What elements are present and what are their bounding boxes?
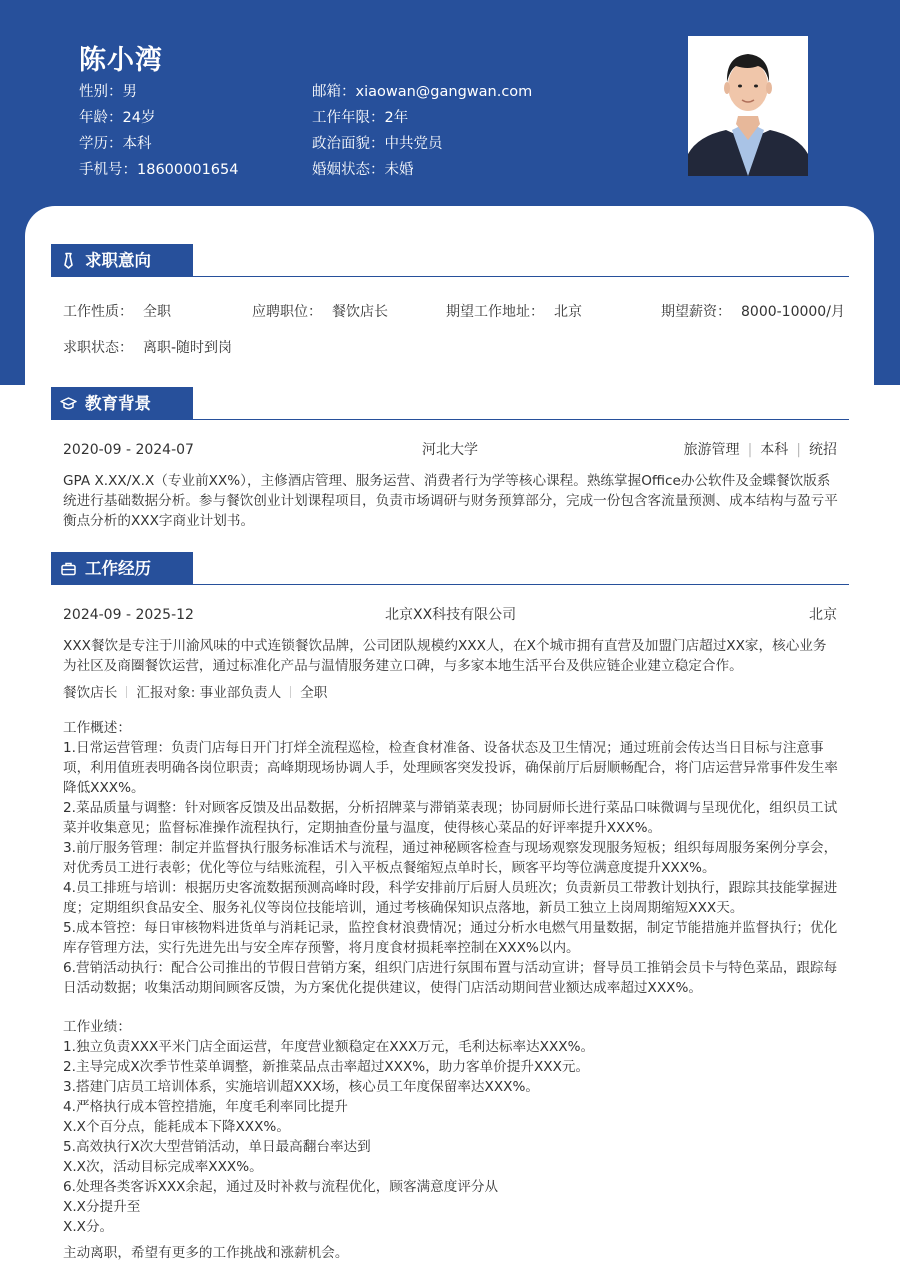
tag-divider bbox=[290, 686, 291, 698]
overview-item: 1.日常运营管理：负责门店每日开门打烊全流程巡检，检查食材准备、设备状态及卫生情况；通过班前会传达当日目标与注意事项，利用值班表明确各岗位职责；高峰期现场协调人手，处理顾客突发投诉，确保前厅后厨顺畅配合，将门店运营异常事件发生率降低XXX%。 bbox=[63, 740, 838, 796]
achievement-item: X.X个百分点，能耗成本下降XXX%。 bbox=[63, 1119, 290, 1135]
leave-reason: 主动离职，希望有更多的工作挑战和涨薪机会。 bbox=[63, 1245, 349, 1261]
overview-item: 6.营销活动执行：配合公司推出的节假日营销方案，组织门店进行氛围布置与活动宣讲；督导员工推销会员卡与特色菜品，跟踪每日活动数据；收集活动期间顾客反馈，为方案优化提供建议，使得门店活动期间营业额达成率超过XXX%。 bbox=[63, 960, 838, 996]
education-level: 学历：本科 bbox=[79, 136, 152, 152]
achievement-item: X.X分。 bbox=[63, 1219, 114, 1235]
work-years: 工作年限：2年 bbox=[312, 110, 409, 126]
achievement-item: 1.独立负责XXX平米门店全面运营，年度营业额稳定在XXX万元，毛利达标率达XXX%。 bbox=[63, 1039, 595, 1055]
section-education-title: 教育背景 bbox=[85, 394, 151, 413]
job-location bbox=[446, 302, 582, 322]
work-overview bbox=[63, 718, 839, 998]
work-achievements bbox=[63, 1017, 839, 1237]
job-salary-value: 8000-10000/月 bbox=[741, 304, 845, 320]
avatar-illustration bbox=[688, 36, 808, 176]
job-nature bbox=[63, 302, 171, 322]
work-tags bbox=[63, 683, 327, 703]
work-tag-title: 餐饮店长 bbox=[63, 685, 118, 701]
section-job-intent bbox=[51, 244, 849, 277]
profile-photo bbox=[688, 36, 808, 176]
section-work-tab bbox=[51, 552, 193, 585]
separator: | bbox=[747, 442, 753, 458]
separator: | bbox=[796, 442, 801, 458]
overview-item: 3.前厅服务管理：制定并监督执行服务标准话术与流程，通过神秘顾客检查与现场观察发现服务短板；组织每周服务案例分享会，对优秀员工进行表彰；优化等位与结账流程，引入平板点餐缩短点单时长，顾客平均等位满意度提升XXX%。 bbox=[63, 840, 838, 876]
work-tag-report: 汇报对象: 事业部负责人 bbox=[136, 685, 282, 701]
overview-item: 5.成本管控：每日审核物料进货单与消耗记录，监控食材浪费情况；通过分析水电燃气用量数据，制定节能措施并监督执行；优化库存管理方法，实行先进先出与安全库存预警，将月度食材损耗率控制在XXX%以内。 bbox=[63, 920, 838, 956]
education-school: 河北大学 bbox=[422, 442, 478, 458]
achievement-item: 3.搭建门店员工培训体系，实施培训超XXX场，核心员工年度保留率达XXX%。 bbox=[63, 1079, 539, 1095]
work-achievements-title: 工作业绩： bbox=[63, 1019, 131, 1035]
marital-status: 婚姻状态：未婚 bbox=[312, 162, 414, 178]
age: 年龄：24岁 bbox=[79, 110, 156, 126]
company-intro: XXX餐饮是专注于川渝风味的中式连锁餐饮品牌，公司团队规模约XXX人，在X个城市拥有直营及加盟门店超过XX家，核心业务为社区及商圈餐饮运营，通过标准化产品与温情服务建立口碑，与多家本地生活平台及供应链企业建立稳定合作。 bbox=[63, 638, 827, 674]
job-status-label: 求职状态： bbox=[63, 340, 133, 356]
achievement-item: 5.高效执行X次大型营销活动，单日最高翻台率达到 bbox=[63, 1139, 371, 1155]
section-work bbox=[51, 552, 849, 585]
job-position-label: 应聘职位： bbox=[252, 304, 322, 320]
briefcase-icon bbox=[60, 560, 77, 577]
job-salary bbox=[661, 302, 845, 322]
section-job-intent-tab bbox=[51, 244, 193, 277]
tie-icon bbox=[60, 252, 77, 269]
work-company: 北京XX科技有限公司 bbox=[385, 607, 517, 623]
work-tag-type: 全职 bbox=[300, 685, 328, 701]
job-location-label: 期望工作地址： bbox=[446, 304, 544, 320]
education-major: 旅游管理 bbox=[683, 442, 740, 458]
education-description: GPA X.XX/X.X（专业前XX%），主修酒店管理、服务运营、消费者行为学等核心课程。熟练掌握Office办公软件及金蝶餐饮版系统进行基础数据分析。参与餐饮创业计划课程项目，负责市场调研与财务预算部分，完成一份包含客流量预测、成本结构与盈亏平衡点分析的XXX字商业计划书。 bbox=[63, 473, 838, 529]
job-salary-label: 期望薪资： bbox=[661, 304, 731, 320]
education-major-info bbox=[684, 440, 837, 460]
achievement-item: 4.严格执行成本管控措施，年度毛利率同比提升 bbox=[63, 1099, 348, 1115]
graduation-cap-icon bbox=[60, 395, 77, 412]
basic-info-left bbox=[79, 79, 238, 183]
education-degree: 本科 bbox=[760, 442, 789, 458]
achievement-item: X.X分提升至 bbox=[63, 1199, 141, 1215]
work-city: 北京 bbox=[809, 607, 837, 623]
section-work-title: 工作经历 bbox=[85, 559, 151, 578]
phone: 手机号：18600001654 bbox=[79, 162, 239, 178]
education-type: 统招 bbox=[809, 442, 837, 458]
basic-info-right bbox=[312, 79, 532, 183]
achievement-item: X.X次，活动目标完成率XXX%。 bbox=[63, 1159, 263, 1175]
overview-item: 2.菜品质量与调整：针对顾客反馈及出品数据，分析招牌菜与滞销菜表现；协同厨师长进行菜品口味微调与呈现优化，组织员工试菜并收集意见；监督标准操作流程执行，定期抽查份量与温度，使得核心菜品的好评率提升XXX%。 bbox=[63, 800, 838, 836]
tag-divider bbox=[126, 686, 127, 698]
gender: 性别：男 bbox=[79, 84, 137, 100]
job-status-value: 离职-随时到岗 bbox=[143, 340, 233, 356]
job-nature-label: 工作性质： bbox=[63, 304, 133, 320]
education-period: 2020-09 - 2024-07 bbox=[63, 442, 194, 458]
job-position-value: 餐饮店长 bbox=[332, 304, 388, 320]
email: 邮箱：xiaowan@gangwan.com bbox=[312, 84, 533, 100]
job-nature-value: 全职 bbox=[143, 304, 171, 320]
achievement-item: 6.处理各类客诉XXX余起，通过及时补救与流程优化，顾客满意度评分从 bbox=[63, 1179, 499, 1195]
section-education-tab bbox=[51, 387, 193, 420]
job-location-value: 北京 bbox=[554, 304, 582, 320]
achievement-item: 2.主导完成X次季节性菜单调整，新推菜品点击率超过XXX%，助力客单价提升XXX元。 bbox=[63, 1059, 590, 1075]
candidate-name: 陈小湾 bbox=[79, 45, 163, 76]
job-position bbox=[252, 302, 388, 322]
overview-item: 4.员工排班与培训：根据历史客流数据预测高峰时段，科学安排前厅后厨人员班次；负责新员工带教计划执行，跟踪其技能掌握进度；定期组织食品安全、服务礼仪等岗位技能培训，通过考核确保知识点落地，新员工独立上岗周期缩短XXX天。 bbox=[63, 880, 838, 916]
work-overview-title: 工作概述： bbox=[63, 720, 131, 736]
political-status: 政治面貌：中共党员 bbox=[312, 136, 443, 152]
work-period: 2024-09 - 2025-12 bbox=[63, 607, 194, 623]
job-status bbox=[63, 338, 232, 358]
section-job-intent-title: 求职意向 bbox=[85, 251, 151, 270]
section-education bbox=[51, 387, 849, 420]
